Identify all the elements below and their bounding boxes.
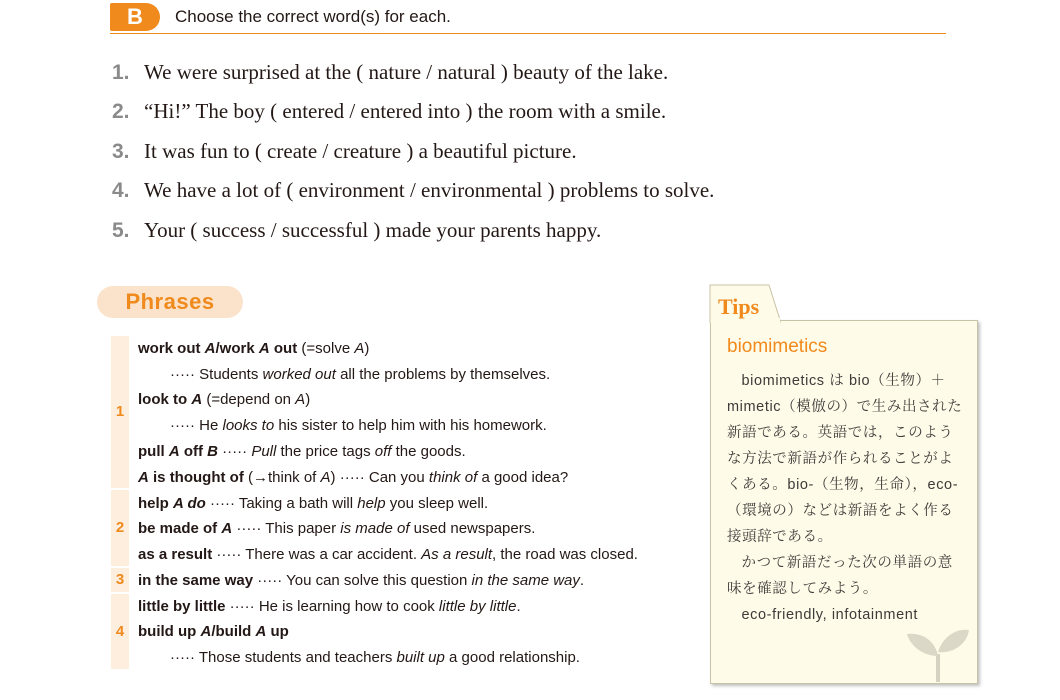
question-number: 5.	[112, 219, 130, 242]
sprout-icon	[905, 626, 971, 682]
phrase-entry: pull A off B ····· Pull the price tags off the goods.	[138, 443, 466, 460]
section-b-title: Choose the correct word(s) for each.	[175, 7, 451, 26]
phrase-group-number-4: 4	[115, 623, 125, 640]
question-4	[112, 178, 714, 203]
tips-paragraph: biomimetics は bio（生物）＋ mimetic（模倣の）で生み出された新語である。英語では，このような方法で新語が作られることがよくある。bio-（生物，生命），eco-（環境の）などは新語をよく作る接頭辞である。	[727, 373, 963, 545]
question-number: 3.	[112, 140, 130, 163]
question-1	[112, 60, 668, 85]
question-2	[112, 99, 666, 124]
phrase-entry: little by little ····· He is learning how to cook little by little.	[138, 598, 521, 615]
phrase-example: ····· He looks to his sister to help him with his homework.	[170, 417, 547, 434]
question-3	[112, 139, 577, 164]
phrase-group-number-2: 2	[115, 519, 125, 536]
question-number: 2.	[112, 100, 130, 123]
phrases-title: Phrases	[97, 286, 243, 318]
question-number: 4.	[112, 179, 130, 202]
tips-body	[727, 368, 967, 628]
phrase-headword: build up A/build A up	[138, 623, 289, 640]
phrase-entry: A is thought of (→think of A) ····· Can you think of a good idea?	[138, 469, 569, 486]
question-text: We have a lot of ( environment / environmental ) problems to solve.	[144, 178, 715, 202]
question-5	[112, 218, 601, 243]
tips-label: Tips	[718, 294, 760, 319]
tips-heading: biomimetics	[727, 336, 828, 357]
question-text: It was fun to ( create / creature ) a beautiful picture.	[144, 139, 577, 163]
phrase-entry: be made of A ····· This paper is made of used newspapers.	[138, 520, 536, 537]
question-text: We were surprised at the ( nature / natural ) beauty of the lake.	[144, 60, 669, 84]
section-b-divider	[110, 33, 946, 34]
phrase-example: ····· Those students and teachers built up a good relationship.	[170, 649, 580, 666]
question-text: “Hi!” The boy ( entered / entered into ) the room with a smile.	[144, 99, 667, 123]
phrase-entry: as a result ····· There was a car accident. As a result, the road was closed.	[138, 546, 638, 563]
tips-words: eco-friendly, infotainment	[741, 607, 919, 623]
phrase-entry: in the same way ····· You can solve this question in the same way.	[138, 572, 585, 589]
phrase-entry: help A do ····· Taking a bath will help you sleep well.	[138, 495, 489, 512]
phrase-example: ····· Students worked out all the problems by themselves.	[170, 366, 551, 383]
question-number: 1.	[112, 61, 130, 84]
phrase-group-number-1: 1	[115, 403, 125, 420]
phrase-headword: look to A (=depend on A)	[138, 391, 311, 408]
tips-paragraph: かつて新語だった次の単語の意味を確認してみよう。	[727, 555, 953, 597]
section-b-badge: B	[110, 3, 160, 31]
phrase-headword: work out A/work A out (=solve A)	[138, 340, 370, 357]
phrase-group-number-3: 3	[115, 571, 125, 588]
question-text: Your ( success / successful ) made your parents happy.	[144, 218, 602, 242]
